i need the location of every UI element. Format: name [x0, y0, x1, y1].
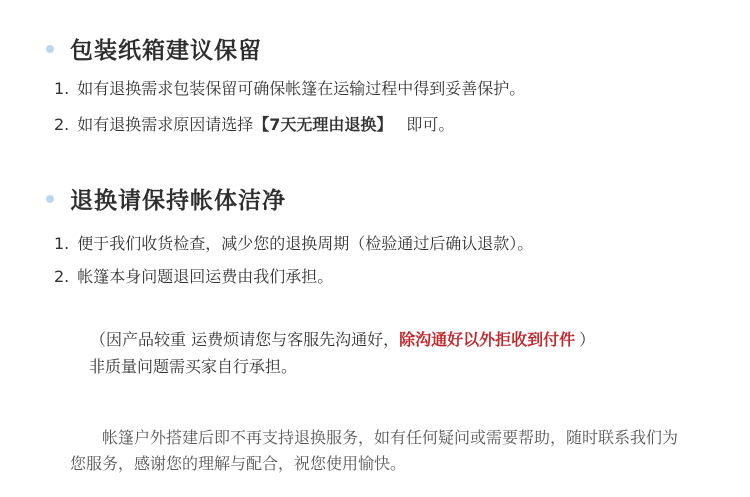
list-text: 便于我们收货检查，减少您的退换周期（检验通过后确认退款）。	[77, 234, 534, 253]
bullet-dot-icon	[46, 45, 54, 53]
list-item	[54, 266, 333, 288]
section-title-packaging	[46, 32, 262, 65]
list-item	[54, 233, 533, 255]
notice-red-warning: 除沟通好以外拒收到付件	[399, 330, 576, 349]
list-number: 1.	[54, 234, 70, 253]
list-item	[54, 78, 525, 100]
footer-paragraph: 帐篷户外搭建后即不再支持退换服务，如有任何疑问或需要帮助，随时联系我们为您服务，感谢您的理解与配合，祝您使用愉快。	[70, 428, 679, 473]
list-text: 如有退换需求包装保留可确保帐篷在运输过程中得到妥善保护。	[77, 79, 526, 98]
list-number: 2.	[54, 267, 70, 286]
notice-text-end: ）	[579, 330, 596, 349]
bullet-dot-icon	[46, 195, 54, 203]
return-option-highlight: 【7天无理由退换】	[253, 115, 393, 134]
notice-text: 非质量问题需买家自行承担。	[89, 357, 298, 376]
list-text: 帐篷本身问题退回运费由我们承担。	[77, 267, 334, 286]
list-number: 1.	[54, 79, 70, 98]
notice-line	[89, 356, 297, 378]
section-title-clean	[46, 182, 286, 215]
section-title-text: 包装纸箱建议保留	[70, 38, 262, 64]
list-text: 如有退换需求原因请选择	[77, 115, 254, 134]
list-item	[54, 114, 454, 136]
notice-line	[90, 329, 595, 351]
notice-text: （因产品较重 运费烦请您与客服先沟通好，	[90, 330, 400, 349]
list-text-end: 即可。	[406, 115, 455, 134]
list-number: 2.	[54, 115, 70, 134]
section-title-text: 退换请保持帐体洁净	[70, 188, 286, 214]
